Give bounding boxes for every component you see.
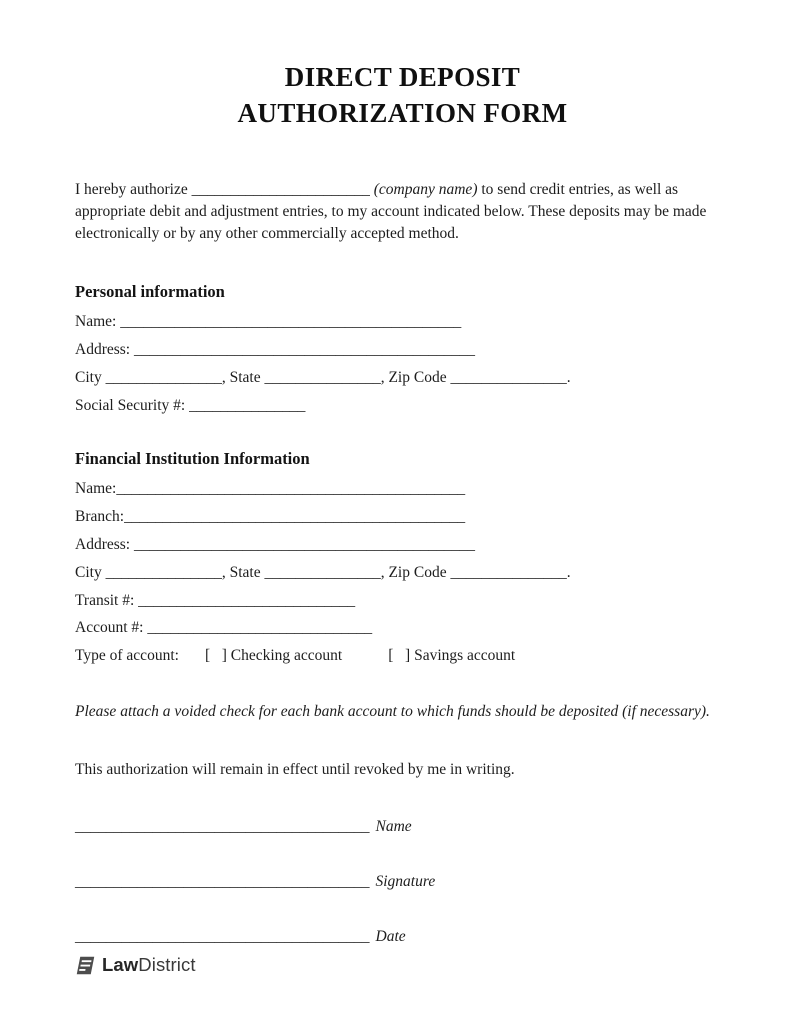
personal-state-blank: _______________ (264, 369, 381, 387)
personal-name-label: Name: (75, 313, 121, 331)
personal-state-label: , State (221, 369, 265, 387)
financial-state-label: , State (221, 563, 265, 581)
signature-name-blank: ______________________________________ (75, 817, 370, 835)
personal-zip-label: , Zip Code (380, 369, 451, 387)
financial-transit-label: Transit #: (75, 591, 139, 609)
account-type-field (75, 647, 730, 666)
signature-signature-label: Signature (375, 872, 436, 890)
account-type-label: Type of account: (75, 647, 179, 665)
signature-date-label: Date (375, 928, 406, 946)
financial-name-blank: _____________________________________________ (116, 479, 466, 497)
lawdistrict-logo-icon (75, 955, 96, 976)
personal-ssn-blank: _______________ (189, 396, 306, 414)
financial-address-field (75, 536, 730, 555)
financial-name-label: Name: (75, 479, 117, 497)
financial-city-label: City (75, 563, 106, 581)
financial-city-blank: _______________ (105, 563, 222, 581)
company-name-blank: _______________________ (191, 181, 370, 199)
signature-date-row (75, 927, 730, 946)
financial-city-state-zip-field (75, 564, 730, 583)
signature-date-blank: ______________________________________ (75, 928, 370, 946)
revocation-note: This authorization will remain in effect until revoked by me in writing. (75, 761, 515, 779)
personal-line-end: . (566, 369, 571, 387)
savings-account-label: Savings account (414, 647, 516, 665)
signature-name-label: Name (375, 817, 412, 835)
signature-name-row (75, 817, 730, 836)
personal-ssn-label: Social Security #: (75, 396, 190, 414)
financial-address-blank: ____________________________________________ (133, 535, 475, 553)
financial-branch-blank: ____________________________________________ (124, 507, 466, 525)
financial-line-end: . (566, 563, 571, 581)
intro-text-after: to send credit entries, as well as appropriate debit and adjustment entries, to my account indicated below. These deposits may be made electronically or by any other commercially accepted method. (75, 181, 707, 243)
personal-name-blank: ____________________________________________ (120, 313, 462, 331)
financial-info-heading: Financial Institution Information (75, 448, 310, 468)
checking-account-label: Checking account (230, 647, 343, 665)
voided-check-note: Please attach a voided check for each bank account to which funds should be deposited (if necessary). (75, 703, 710, 721)
savings-account-checkbox: [ ] (388, 647, 415, 665)
financial-account-blank: _____________________________ (147, 619, 373, 637)
form-title-line-2: AUTHORIZATION FORM (237, 97, 568, 128)
personal-name-field (75, 313, 730, 332)
financial-name-field (75, 480, 730, 499)
financial-address-label: Address: (75, 535, 134, 553)
personal-address-blank: ____________________________________________ (133, 341, 475, 359)
personal-ssn-field (75, 397, 730, 416)
form-title (75, 60, 730, 131)
personal-city-state-zip-field (75, 369, 730, 388)
logo-text-district: District (138, 954, 196, 975)
financial-zip-label: , Zip Code (380, 563, 451, 581)
financial-account-label: Account #: (75, 619, 148, 637)
logo-text-law: Law (102, 954, 139, 975)
form-title-line-1: DIRECT DEPOSIT (284, 62, 521, 92)
footer (75, 954, 196, 976)
company-name-hint: (company name) (369, 181, 482, 199)
personal-zip-blank: _______________ (450, 369, 567, 387)
checking-account-checkbox: [ ] (204, 647, 231, 665)
personal-city-label: City (75, 369, 106, 387)
financial-state-blank: _______________ (264, 563, 381, 581)
personal-address-field (75, 341, 730, 360)
signature-signature-row (75, 872, 730, 891)
signature-signature-blank: ______________________________________ (75, 872, 370, 890)
personal-info-heading: Personal information (75, 282, 225, 302)
signature-block (75, 817, 730, 947)
lawdistrict-logo-text (102, 954, 196, 976)
financial-zip-blank: _______________ (450, 563, 567, 581)
financial-branch-label: Branch: (75, 507, 125, 525)
intro-paragraph (75, 179, 730, 245)
intro-text-before: I hereby authorize (75, 181, 192, 199)
financial-account-field (75, 619, 730, 638)
financial-branch-field (75, 508, 730, 527)
personal-address-label: Address: (75, 341, 134, 359)
financial-transit-blank: ____________________________ (138, 591, 356, 609)
financial-transit-field (75, 592, 730, 611)
personal-city-blank: _______________ (105, 369, 222, 387)
